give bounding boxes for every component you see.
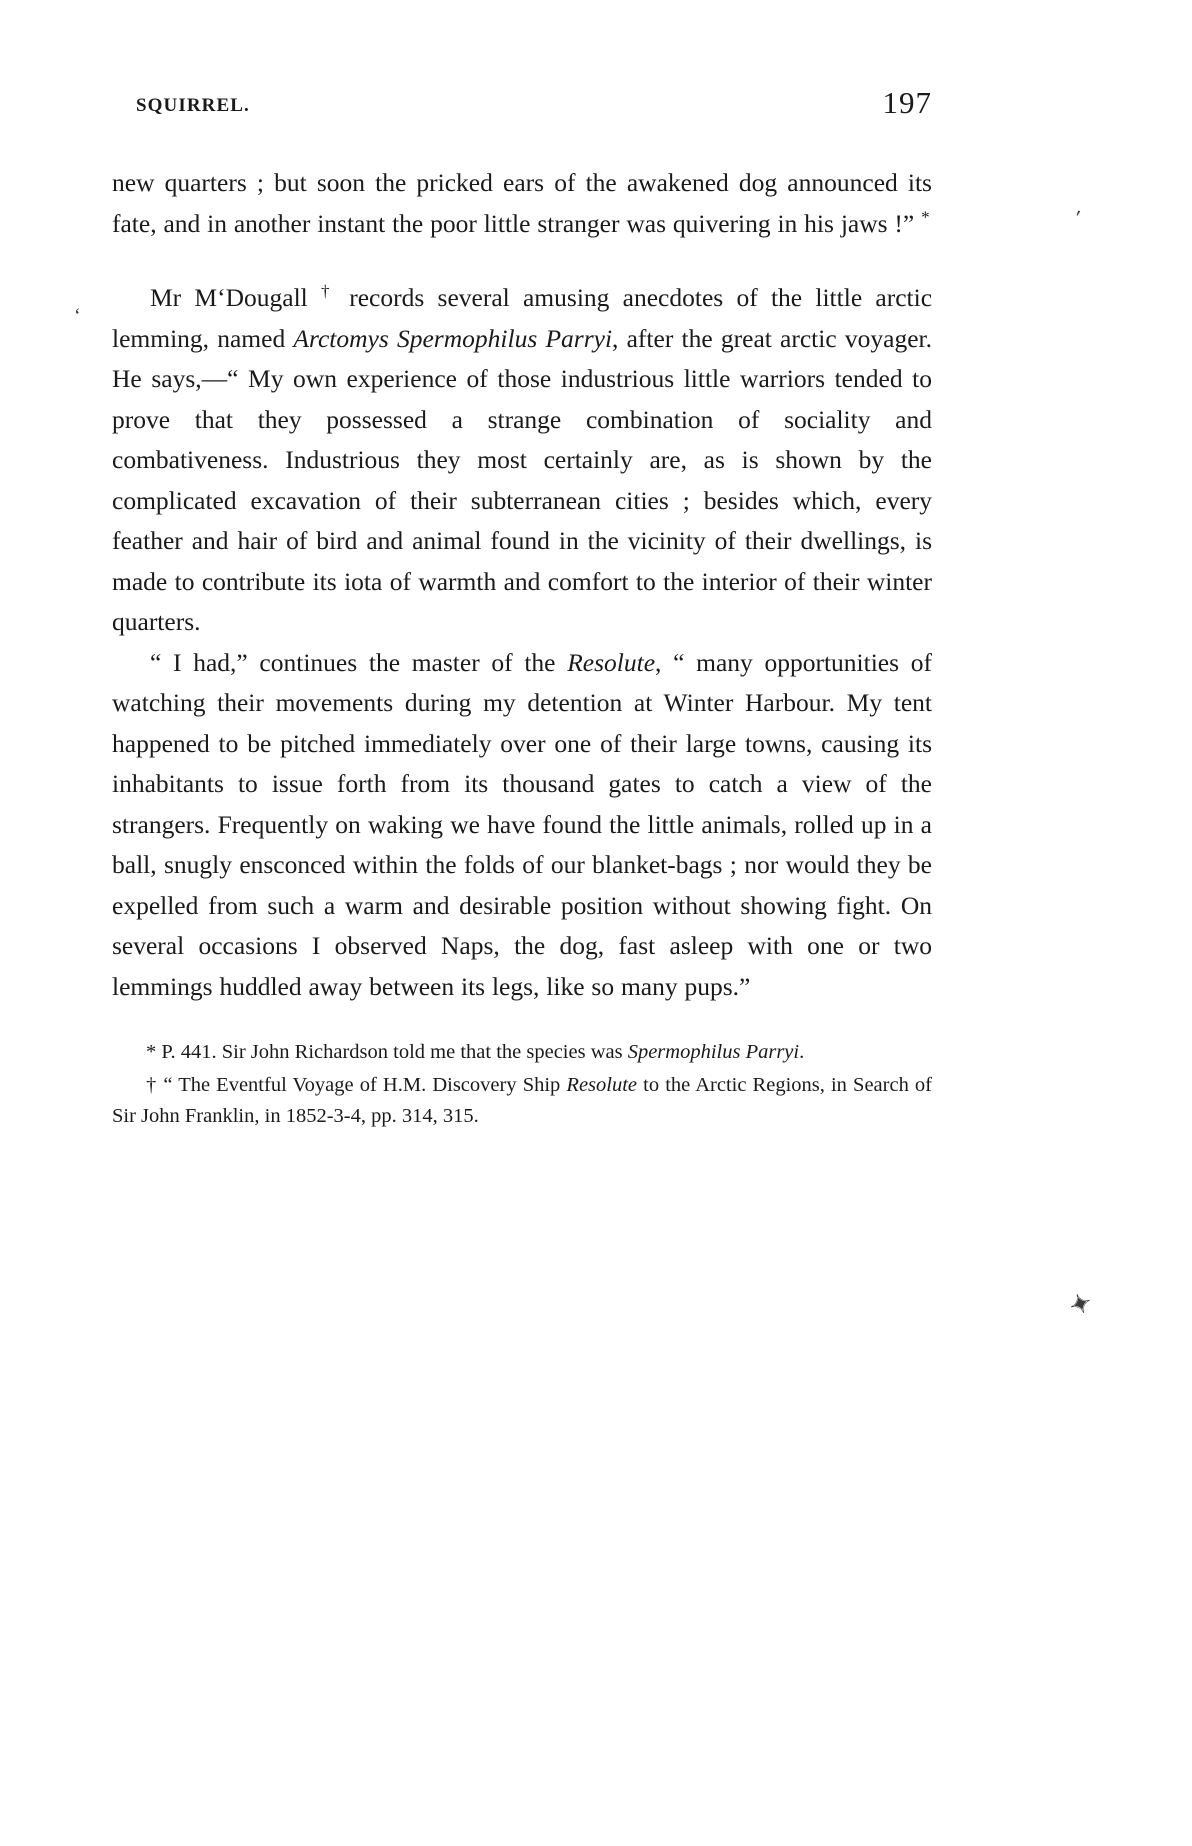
text-run: , after the great arctic voyager. He says,—“ My own experience of those industrious little warriors tended to prove that they possessed a strange combination of sociality and combativeness. Industrious they most certainly are, as is shown by the complicated excavation of their subterranean cities ; besides which, every feather and hair of bird and animal found in the vicinity of their dwellings, is made to contribute its iota of warmth and comfort to the interior of their winter quarters. xyxy=(112,323,932,636)
body-paragraph xyxy=(112,643,932,1008)
paragraph-spacer xyxy=(112,244,932,278)
text-run: , “ many opportunities of watching their movements during my detention at Winter Harbour. My tent happened to be pitched immediately over one of their large towns, causing its inhabitants to issue forth from its thousand gates to catch a view of the strangers. Frequently on waking we have found the little animals, rolled up in a ball, snugly ensconced within the folds of our blanket-bags ; nor would they be expelled from such a warm and desirable position without showing fight. On several occasions I observed Naps, the dog, fast asleep with one or two lemmings huddled away between its legs, like so many pups.” xyxy=(112,647,932,1001)
text-run: “ The Eventful Voyage of H.M. Discovery Ship xyxy=(163,1074,567,1096)
page-content xyxy=(112,85,933,1134)
italic-text: Spermophilus Parryi xyxy=(627,1041,800,1063)
body-paragraph xyxy=(112,278,932,643)
scan-mark-tick: ‘ xyxy=(74,305,81,327)
text-run: new quarters ; but soon the pricked ears of the awakened dog announced its fate, and in another instant the poor little stranger was quivering in his jaws !” xyxy=(112,168,932,238)
scan-mark-apostrophe: ′ xyxy=(1072,204,1083,231)
footnote xyxy=(112,1037,932,1068)
body-paragraph xyxy=(112,163,932,244)
italic-text: Resolute xyxy=(567,647,656,677)
footnote xyxy=(112,1070,932,1132)
italic-text: Resolute xyxy=(566,1074,638,1096)
text-run: . xyxy=(799,1041,805,1063)
text-run: Mr M‘Dougall xyxy=(150,283,322,312)
text-run: to the Arctic Regions, in Search of Sir John Franklin, in 1852-3-4, pp. 314, 315. xyxy=(112,1074,933,1127)
page-header xyxy=(112,85,932,141)
scan-mark-dot: ✦ xyxy=(1065,1287,1096,1322)
footnote-reference: * xyxy=(921,207,930,226)
text-run: records several amusing anecdotes of the little arctic lemming, named xyxy=(112,283,933,353)
italic-text: Arctomys Spermophilus Parryi xyxy=(293,323,613,353)
text-run: † xyxy=(146,1074,164,1096)
footnote-block xyxy=(112,1037,932,1132)
running-head: SQUIRREL. xyxy=(136,95,250,116)
text-run: P. 441. Sir John Richardson told me that the species was xyxy=(161,1041,628,1063)
text-run: * xyxy=(146,1041,162,1063)
text-run: “ I had,” continues the master of the xyxy=(150,647,568,677)
footnote-reference: † xyxy=(321,281,336,301)
page-number: 197 xyxy=(882,85,932,120)
